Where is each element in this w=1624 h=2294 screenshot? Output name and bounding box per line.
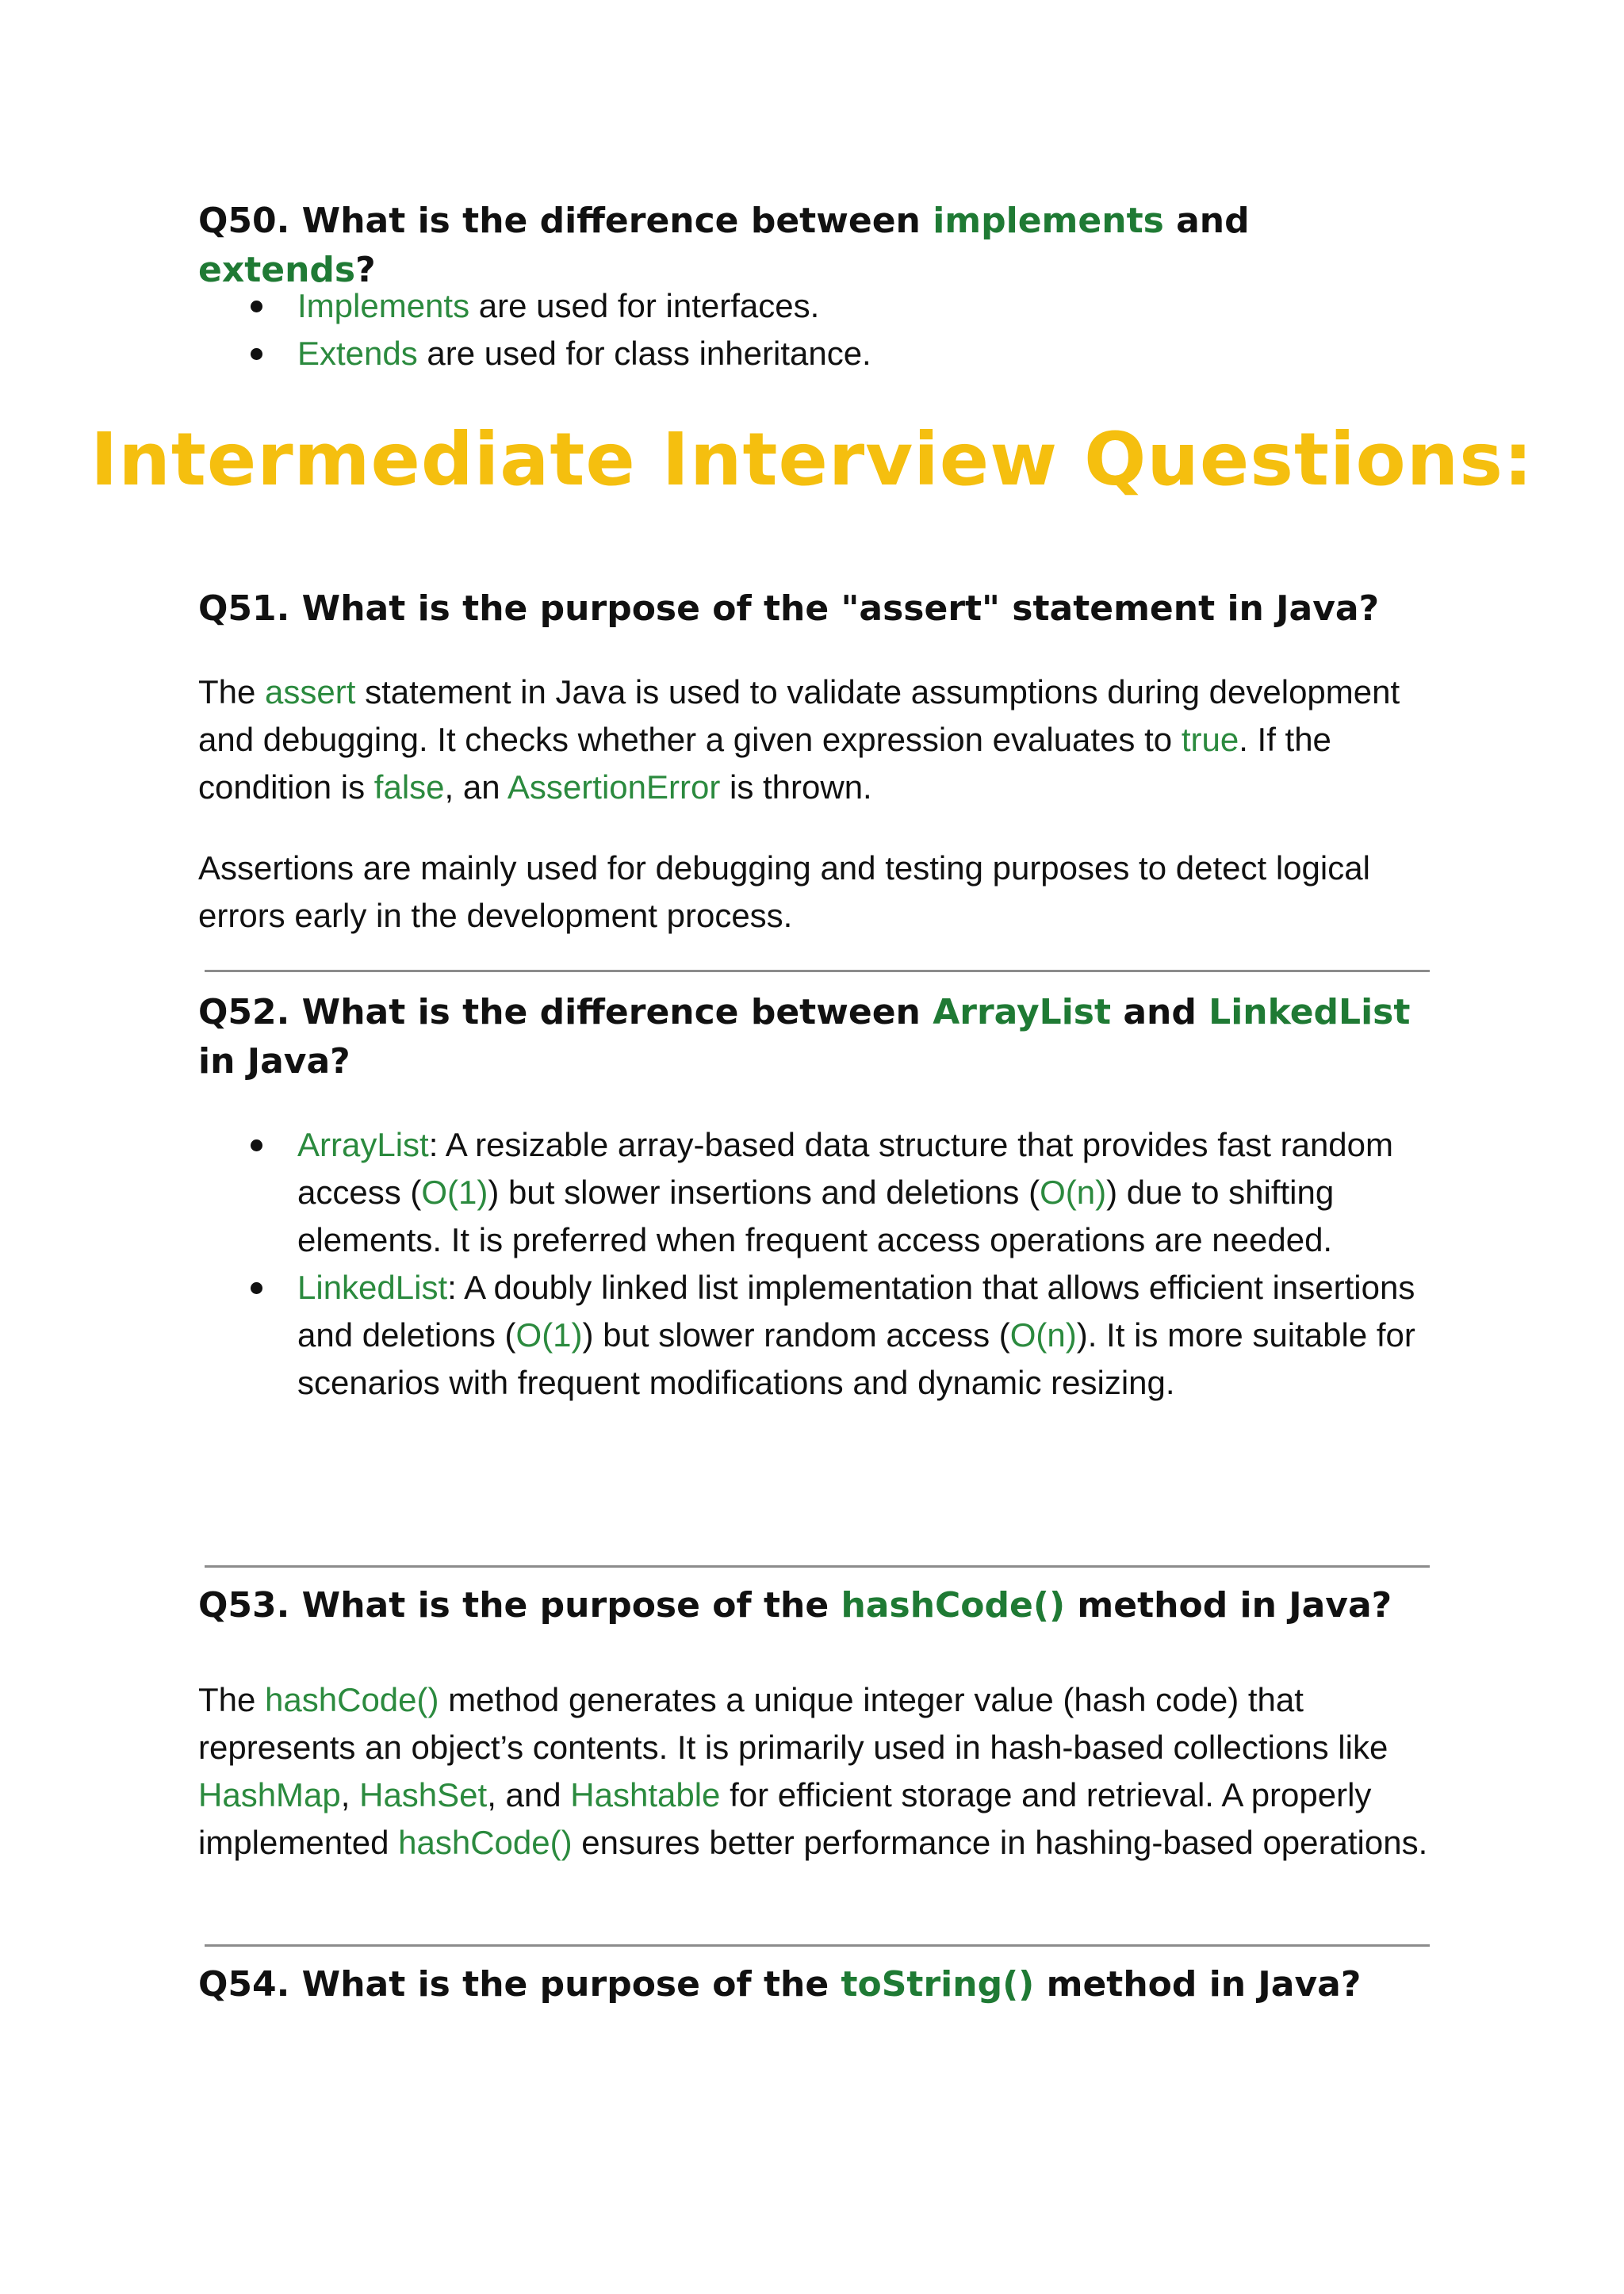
bullet-icon [251,301,262,312]
q52-title: Q52. What is the difference between ArrayList and LinkedList in Java? [198,992,1411,1082]
bullet-icon [251,348,262,360]
q50-title: Q50. What is the difference between implements and extends? [198,201,1250,290]
q51-paragraph-2: Assertions are mainly used for debugging and testing purposes to detect logical errors early in the development process. [198,849,1370,934]
q51-title: Q51. What is the purpose of the "assert" statement in Java? [198,588,1380,629]
divider [205,1944,1430,1947]
q50-term-extends: extends [198,250,356,290]
q51-paragraph-1: The assert statement in Java is used to validate assumptions during development and debugging. It checks whether a given expression evaluates to true. If the condition is false, an AssertionError is thrown. [198,673,1400,806]
list-item: Extends are used for class inheritance. [198,330,1419,377]
q54-title: Q54. What is the purpose of the toString() method in Java? [198,1964,1362,2005]
bullet-icon [251,1139,262,1151]
divider [205,1565,1430,1568]
list-item: LinkedList: A doubly linked list implementation that allows efficient insertions and deletions (O(1)) but slower random access (O(n)). It is more suitable for scenarios with frequent modifications and dynamic resizing. [198,1264,1419,1407]
bullet-icon [251,1282,262,1294]
list-item: ArrayList: A resizable array-based data structure that provides fast random access (O(1)) but slower insertions and deletions (O(n)) due to shifting elements. It is preferred when frequent access operations are needed. [198,1121,1419,1264]
q50-term-implements: implements [933,201,1164,241]
list-item: Implements are used for interfaces. [198,282,1419,330]
divider [205,970,1430,972]
q53-title: Q53. What is the purpose of the hashCode() method in Java? [198,1585,1392,1626]
q52-bullet-list [198,1121,1419,1407]
q53-paragraph: The hashCode() method generates a unique integer value (hash code) that represents an object’s contents. It is primarily used in hash-based collections like HashMap, HashSet, and Hashtable for efficient storage and retrieval. A properly implemented hashCode() ensures better performance in hashing-based operations. [198,1681,1428,1861]
section-heading: Intermediate Interview Questions: [90,417,1534,502]
q50-bullet-list [198,282,1419,377]
